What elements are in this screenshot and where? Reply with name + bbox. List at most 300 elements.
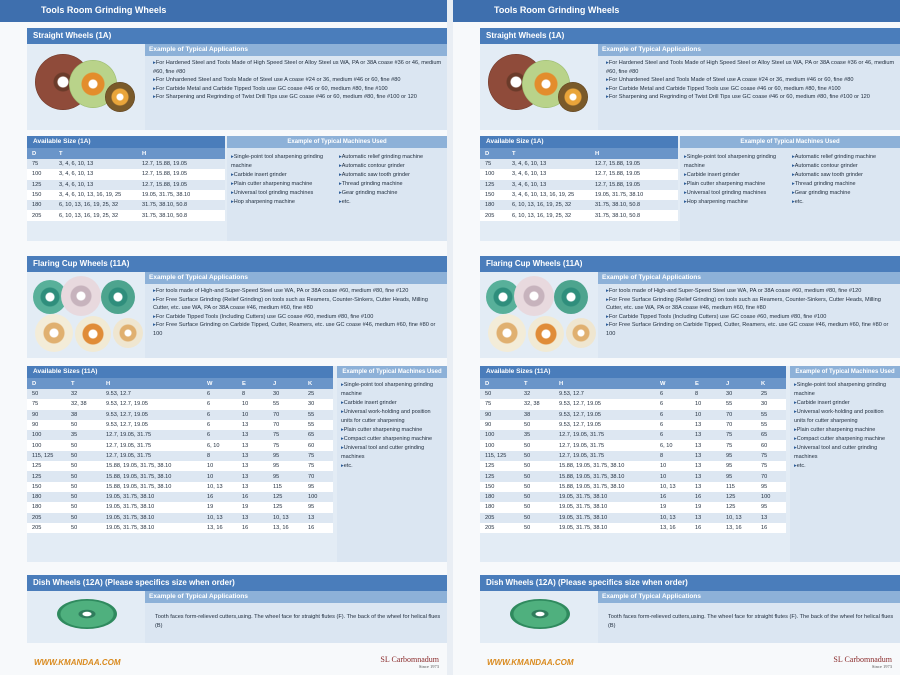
table-cell: 13, 16 (721, 523, 756, 533)
table-cell: 35 (519, 430, 554, 440)
table-cell: 19.05, 31.75, 38.10 (590, 190, 678, 200)
table-row (480, 523, 786, 533)
table-cell: 50 (66, 513, 101, 523)
table-cell: 125 (268, 492, 303, 502)
table-cell: 13 (237, 482, 268, 492)
table-cell: 70 (721, 410, 756, 420)
table-cell: 90 (480, 410, 519, 420)
table-cell: 10, 13 (721, 513, 756, 523)
flaring-sizes-heading: Available Sizes (11A) (27, 366, 333, 378)
table-row (480, 461, 786, 471)
table-cell: 90 (27, 410, 66, 420)
website-link[interactable]: WWW.KMANDAA.COM (487, 658, 574, 667)
table-cell: 12.7, 15.88, 19.05 (137, 180, 225, 190)
table-cell: 10 (202, 471, 237, 481)
machine-item: ▸ Compact cutter sharpening machine (794, 435, 896, 444)
table-cell: 30 (268, 389, 303, 399)
catalog-page (453, 0, 900, 675)
table-cell: 6, 10, 13, 16, 19, 25, 32 (507, 200, 590, 210)
table-cell: 6 (655, 410, 690, 420)
straight-machines-box (227, 136, 447, 241)
column-header: J (721, 378, 756, 389)
table-cell: 10 (690, 399, 721, 409)
table-cell: 205 (480, 513, 519, 523)
brand-tagline: Since 1973 (418, 664, 439, 669)
machine-item: ▸ Carbide insert grinder (794, 399, 896, 408)
table-cell: 50 (66, 451, 101, 461)
table-row (27, 451, 333, 461)
table-cell: 13 (690, 513, 721, 523)
table-cell: 19.05, 31.75, 38.10 (554, 523, 655, 533)
table-cell: 13 (690, 440, 721, 450)
machine-item: ▸ Single-point tool sharpening grinding machine (341, 381, 443, 399)
flaring-sizes-section (27, 366, 447, 562)
table-row (27, 492, 333, 502)
table-cell: 65 (756, 430, 786, 440)
table-row (480, 180, 678, 190)
catalog-page (0, 0, 447, 675)
table-cell: 95 (721, 471, 756, 481)
table-cell: 205 (480, 210, 507, 220)
table-cell: 55 (303, 420, 333, 430)
table-cell: 10, 13 (202, 482, 237, 492)
table-cell: 12.7, 19.05, 31.75 (101, 440, 202, 450)
table-cell: 19.05, 31.75, 38.10 (101, 513, 202, 523)
machine-item: ▸ Hop sharpening machine (684, 198, 792, 207)
table-cell: 15.88, 19.05, 31.75, 38.10 (101, 461, 202, 471)
table-cell: 75 (721, 440, 756, 450)
table-cell: 31.75, 38.10, 50.8 (137, 200, 225, 210)
table-cell: 60 (756, 440, 786, 450)
table-cell: 12.7, 19.05, 31.75 (101, 430, 202, 440)
flaring-sizes-table (480, 378, 786, 533)
machine-item: ▸ Single-point tool sharpening grinding machine (684, 153, 792, 171)
table-cell: 100 (480, 169, 507, 179)
table-cell: 6 (202, 410, 237, 420)
table-cell: 13 (237, 451, 268, 461)
table-cell: 10 (655, 461, 690, 471)
table-row (480, 210, 678, 220)
straight-application-item: ▸ For Unhardened Steel and Tools Made of Steel use A coase #24 or 36, medium #46 or 60, fine #80 (606, 76, 896, 85)
table-cell: 100 (480, 430, 519, 440)
table-cell: 100 (27, 440, 66, 450)
straight-sizes-section (27, 136, 447, 241)
dish-wheels-heading: Dish Wheels (12A) (Please specifics size when order) (27, 575, 447, 591)
machine-item: ▸ Thread grinding machine (339, 180, 447, 189)
table-cell: 55 (268, 399, 303, 409)
brand-tagline: Since 1973 (871, 664, 892, 669)
table-cell: 205 (27, 523, 66, 533)
table-cell: 10, 13 (655, 513, 690, 523)
table-cell: 65 (303, 430, 333, 440)
table-cell: 50 (66, 471, 101, 481)
table-cell: 125 (721, 492, 756, 502)
table-cell: 115, 125 (27, 451, 66, 461)
straight-application-item: ▸ For Carbide Metal and Carbide Tipped Tools use GC coase #46 or 60, medium #80, fine #100 (606, 85, 896, 94)
page-title: Tools Room Grinding Wheels (494, 5, 620, 15)
table-cell: 13 (237, 471, 268, 481)
machine-item: ▸ Automatic contour grinder (792, 162, 900, 171)
table-cell: 150 (480, 190, 507, 200)
table-row (27, 200, 225, 210)
table-cell: 6, 10, 13, 16, 19, 25, 32 (54, 210, 137, 220)
table-cell: 50 (27, 389, 66, 399)
machine-item: ▸ Single-point tool sharpening grinding machine (794, 381, 896, 399)
table-cell: 70 (268, 410, 303, 420)
machine-item: ▸ Plain cutter sharpening machine (794, 426, 896, 435)
table-cell: 31.75, 38.10, 50.8 (590, 210, 678, 220)
straight-application-item: ▸ For Carbide Metal and Carbide Tipped Tools use GC coase #46 or 60, medium #80, fine #100 (153, 85, 443, 94)
flaring-machines-heading: Example of Typical Machines Used (337, 366, 447, 378)
table-cell: 6 (202, 399, 237, 409)
table-cell: 15.88, 19.05, 31.75, 38.10 (554, 461, 655, 471)
flaring-sizes-heading: Available Sizes (11A) (480, 366, 786, 378)
table-cell: 75 (721, 430, 756, 440)
machine-item: ▸ Automatic relief grinding machine (792, 153, 900, 162)
table-row (480, 410, 786, 420)
table-row (480, 200, 678, 210)
table-cell: 16 (237, 523, 268, 533)
machine-item: ▸ etc. (792, 198, 900, 207)
table-cell: 50 (519, 502, 554, 512)
table-cell: 9.53, 12.7, 19.05 (554, 410, 655, 420)
table-cell: 8 (690, 389, 721, 399)
table-cell: 205 (27, 513, 66, 523)
table-cell: 13 (690, 482, 721, 492)
straight-applications-heading: Example of Typical Applications (145, 44, 447, 56)
table-cell: 19.05, 31.75, 38.10 (137, 190, 225, 200)
flaring-application-item: ▸ For Carbide Tipped Tools (Including Cutters) use GC coase #60, medium #80, fine #100 (606, 313, 896, 322)
machine-item: ▸ Automatic saw tooth grinder (792, 171, 900, 180)
flaring-cup-heading: Flaring Cup Wheels (11A) (480, 256, 900, 272)
straight-application-item: ▸ For Sharpening and Regrinding of Twist Drill Tips use GC coase #46 or 60, medium #80, fine #100 or 120 (606, 93, 896, 102)
column-header: K (756, 378, 786, 389)
table-cell: 19 (237, 502, 268, 512)
table-cell: 50 (480, 389, 519, 399)
machine-item: ▸ Gear grinding machine (339, 189, 447, 198)
flaring-machines-heading: Example of Typical Machines Used (790, 366, 900, 378)
table-cell: 30 (756, 399, 786, 409)
table-cell: 12.7, 19.05, 31.75 (101, 451, 202, 461)
table-cell: 13 (237, 461, 268, 471)
column-header: T (54, 148, 137, 159)
table-cell: 31.75, 38.10, 50.8 (590, 200, 678, 210)
table-cell: 95 (756, 502, 786, 512)
table-cell: 75 (303, 461, 333, 471)
flaring-applications-heading: Example of Typical Applications (598, 272, 900, 284)
machine-item: ▸ Carbide insert grinder (231, 171, 339, 180)
straight-wheels-section (27, 28, 447, 130)
table-cell: 95 (268, 461, 303, 471)
straight-machines-box (680, 136, 900, 241)
table-cell: 6 (655, 420, 690, 430)
table-cell: 13 (690, 420, 721, 430)
straight-applications-heading: Example of Typical Applications (598, 44, 900, 56)
table-cell: 13 (237, 420, 268, 430)
flaring-applications-heading: Example of Typical Applications (145, 272, 447, 284)
column-header: H (137, 148, 225, 159)
table-cell: 10 (202, 461, 237, 471)
table-cell: 180 (27, 200, 54, 210)
table-cell: 100 (303, 492, 333, 502)
table-cell: 9.53, 12.7, 19.05 (101, 410, 202, 420)
table-cell: 95 (303, 482, 333, 492)
table-cell: 19.05, 31.75, 38.10 (101, 502, 202, 512)
table-cell: 3, 4, 6, 10, 13, 16, 19, 25 (507, 190, 590, 200)
table-cell: 16 (690, 492, 721, 502)
table-cell: 125 (268, 502, 303, 512)
table-cell: 38 (66, 410, 101, 420)
table-cell: 9.53, 12.7, 19.05 (101, 399, 202, 409)
straight-wheels-section (480, 28, 900, 130)
table-cell: 55 (756, 420, 786, 430)
column-header: J (268, 378, 303, 389)
table-row (27, 389, 333, 399)
column-header: W (655, 378, 690, 389)
table-cell: 75 (303, 451, 333, 461)
machine-item: ▸ Carbide insert grinder (684, 171, 792, 180)
table-cell: 16 (655, 492, 690, 502)
table-cell: 12.7, 15.88, 19.05 (137, 159, 225, 169)
table-row (27, 159, 225, 169)
table-cell: 19 (655, 502, 690, 512)
machine-item: ▸ etc. (794, 462, 896, 471)
straight-application-item: ▸ For Unhardened Steel and Tools Made of Steel use A coase #24 or 36, medium #46 or 60, fine #80 (153, 76, 443, 85)
straight-applications-box (145, 44, 447, 130)
column-header: D (27, 378, 66, 389)
table-row (27, 430, 333, 440)
machine-item: ▸ Plain cutter sharpening machine (684, 180, 792, 189)
table-cell: 50 (66, 461, 101, 471)
table-cell: 125 (721, 502, 756, 512)
column-header: K (303, 378, 333, 389)
table-cell: 180 (480, 492, 519, 502)
table-row (27, 169, 225, 179)
table-cell: 125 (27, 461, 66, 471)
table-row (480, 169, 678, 179)
table-cell: 95 (268, 451, 303, 461)
table-cell: 10, 13 (202, 513, 237, 523)
table-cell: 75 (27, 159, 54, 169)
table-cell: 75 (756, 461, 786, 471)
table-cell: 6 (202, 420, 237, 430)
machine-item: ▸ Plain cutter sharpening machine (231, 180, 339, 189)
flaring-cup-heading: Flaring Cup Wheels (11A) (27, 256, 447, 272)
table-row (27, 440, 333, 450)
table-cell: 3, 4, 6, 10, 13 (507, 169, 590, 179)
table-cell: 180 (480, 200, 507, 210)
column-header: E (237, 378, 268, 389)
table-cell: 19 (202, 502, 237, 512)
table-cell: 3, 4, 6, 10, 13, 16, 19, 25 (54, 190, 137, 200)
table-cell: 90 (27, 420, 66, 430)
table-row (480, 399, 786, 409)
table-cell: 6 (202, 430, 237, 440)
machine-item: ▸ etc. (341, 462, 443, 471)
dish-wheels-heading: Dish Wheels (12A) (Please specifics size when order) (480, 575, 900, 591)
straight-wheels-heading: Straight Wheels (1A) (27, 28, 447, 44)
table-cell: 13 (690, 430, 721, 440)
table-cell: 6 (202, 389, 237, 399)
machine-item: ▸ Thread grinding machine (792, 180, 900, 189)
table-row (480, 159, 678, 169)
table-cell: 9.53, 12.7, 19.05 (101, 420, 202, 430)
table-cell: 95 (721, 451, 756, 461)
table-cell: 30 (721, 389, 756, 399)
straight-machines-heading: Example of Typical Machines Used (680, 136, 900, 148)
table-row (27, 399, 333, 409)
dish-applications-text: Tooth faces form-relieved cutters,using. The wheel face for straight flutes (F). The back of the wheel for helical flues (B) (608, 614, 894, 629)
straight-sizes-table (480, 148, 678, 221)
table-cell: 50 (66, 492, 101, 502)
machine-item: ▸ Compact cutter sharpening machine (341, 435, 443, 444)
table-cell: 16 (303, 523, 333, 533)
table-cell: 50 (66, 482, 101, 492)
table-cell: 55 (303, 410, 333, 420)
table-row (27, 210, 225, 220)
table-cell: 10, 13 (655, 482, 690, 492)
table-row (480, 420, 786, 430)
table-cell: 9.53, 12.7, 19.05 (554, 399, 655, 409)
column-header: H (554, 378, 655, 389)
brand-name: SL Carbomnadum (380, 655, 439, 664)
column-header: D (480, 148, 507, 159)
table-cell: 16 (202, 492, 237, 502)
table-cell: 180 (27, 502, 66, 512)
flaring-cup-section (27, 256, 447, 358)
table-cell: 50 (519, 482, 554, 492)
table-cell: 12.7, 15.88, 19.05 (137, 169, 225, 179)
column-header: T (519, 378, 554, 389)
straight-machines-heading: Example of Typical Machines Used (227, 136, 447, 148)
flaring-application-item: ▸ For Free Surface Grinding on Carbide Tipped, Cutter, Reamers, etc. use GC coase #46, medium #60, fine #80 or 100 (606, 321, 896, 338)
website-link[interactable]: WWW.KMANDAA.COM (34, 658, 121, 667)
table-cell: 50 (66, 420, 101, 430)
straight-sizes-heading: Available Size (1A) (480, 136, 678, 148)
table-cell: 115, 125 (480, 451, 519, 461)
table-cell: 205 (27, 210, 54, 220)
table-cell: 180 (480, 502, 519, 512)
table-cell: 75 (268, 440, 303, 450)
straight-application-item: ▸ For Sharpening and Regrinding of Twist Drill Tips use GC coase #46 or 60, medium #80, fine #100 or 120 (153, 93, 443, 102)
table-cell: 100 (27, 430, 66, 440)
table-cell: 30 (303, 399, 333, 409)
table-cell: 6 (655, 389, 690, 399)
straight-sizes-table (27, 148, 225, 221)
table-cell: 13 (690, 471, 721, 481)
table-cell: 125 (27, 471, 66, 481)
brand-logo (380, 655, 439, 669)
table-cell: 13, 16 (268, 523, 303, 533)
table-cell: 70 (721, 420, 756, 430)
table-cell: 95 (756, 482, 786, 492)
flaring-application-item: ▸ For tools made of High-and Super-Speed Steel use WA, PA or 38A coase #60, medium #80, fine #120 (606, 287, 896, 296)
flaring-machines-box (790, 366, 900, 562)
table-cell: 115 (268, 482, 303, 492)
table-cell: 150 (27, 482, 66, 492)
flaring-applications-box (598, 272, 900, 358)
page-header-bar (0, 0, 447, 22)
table-cell: 13 (756, 513, 786, 523)
table-cell: 25 (756, 389, 786, 399)
table-cell: 6, 10, 13, 16, 19, 25, 32 (54, 200, 137, 210)
table-cell: 12.7, 19.05, 31.75 (554, 440, 655, 450)
table-cell: 31.75, 38.10, 50.8 (137, 210, 225, 220)
table-cell: 13 (237, 440, 268, 450)
straight-sizes-heading: Available Size (1A) (27, 136, 225, 148)
dish-applications-heading: Example of Typical Applications (598, 591, 900, 603)
table-cell: 13, 16 (202, 523, 237, 533)
table-cell: 50 (519, 440, 554, 450)
table-cell: 50 (519, 523, 554, 533)
table-cell: 90 (480, 420, 519, 430)
straight-applications-box (598, 44, 900, 130)
table-cell: 32 (519, 389, 554, 399)
table-row (480, 389, 786, 399)
table-cell: 16 (237, 492, 268, 502)
table-row (27, 420, 333, 430)
page-title: Tools Room Grinding Wheels (41, 5, 167, 15)
table-cell: 16 (690, 523, 721, 533)
machine-item: ▸ Universal tool grinding machines (231, 189, 339, 198)
flaring-machines-box (337, 366, 447, 562)
table-cell: 75 (756, 451, 786, 461)
table-cell: 3, 4, 6, 10, 13 (54, 159, 137, 169)
table-row (480, 440, 786, 450)
table-cell: 10 (237, 410, 268, 420)
table-row (480, 502, 786, 512)
table-cell: 12.7, 15.88, 19.05 (590, 169, 678, 179)
machine-item: ▸ Automatic relief grinding machine (339, 153, 447, 162)
table-cell: 8 (655, 451, 690, 461)
machine-item: ▸ Gear grinding machine (792, 189, 900, 198)
straight-sizes-section (480, 136, 900, 241)
table-cell: 9.53, 12.7 (554, 389, 655, 399)
table-cell: 50 (519, 451, 554, 461)
flaring-application-item: ▸ For Free Surface Grinding (Relief Grinding) on tools such as Reamers, Counter-Sinkers, Cutter Heads, Milling Cutter, etc. use WA, PA or 38A coase #46, medium #60, fine #80 (153, 296, 443, 313)
table-cell: 205 (480, 523, 519, 533)
table-cell: 35 (66, 430, 101, 440)
table-cell: 19.05, 31.75, 38.10 (554, 513, 655, 523)
table-cell: 100 (756, 492, 786, 502)
table-cell: 50 (519, 461, 554, 471)
table-cell: 95 (721, 461, 756, 471)
dish-applications-box (145, 591, 447, 643)
table-cell: 9.53, 12.7, 19.05 (554, 420, 655, 430)
column-header: H (590, 148, 678, 159)
table-cell: 19.05, 31.75, 38.10 (554, 502, 655, 512)
table-cell: 50 (519, 420, 554, 430)
table-cell: 70 (303, 471, 333, 481)
table-cell: 55 (721, 399, 756, 409)
machine-item: ▸ Universal work-holding and position units for cutter sharpening (794, 408, 896, 426)
machine-item: ▸ Universal work-holding and position units for cutter sharpening (341, 408, 443, 426)
straight-application-item: ▸ For Hardened Steel and Tools Made of High Speed Steel or Alloy Steel us WA, PA or 38A coase #36 or 46, medium #60, fine #80 (153, 59, 443, 76)
table-row (480, 190, 678, 200)
table-cell: 12.7, 19.05, 31.75 (554, 451, 655, 461)
table-row (27, 410, 333, 420)
table-cell: 12.7, 15.88, 19.05 (590, 159, 678, 169)
table-row (27, 513, 333, 523)
table-cell: 3, 4, 6, 10, 13 (507, 180, 590, 190)
table-cell: 32 (66, 389, 101, 399)
table-cell: 15.88, 19.05, 31.75, 38.10 (101, 482, 202, 492)
machine-item: ▸ Universal tool and cutter grinding machines (341, 444, 443, 462)
column-header: D (27, 148, 54, 159)
flaring-cup-section (480, 256, 900, 358)
table-row (27, 190, 225, 200)
machine-item: ▸ Hop sharpening machine (231, 198, 339, 207)
